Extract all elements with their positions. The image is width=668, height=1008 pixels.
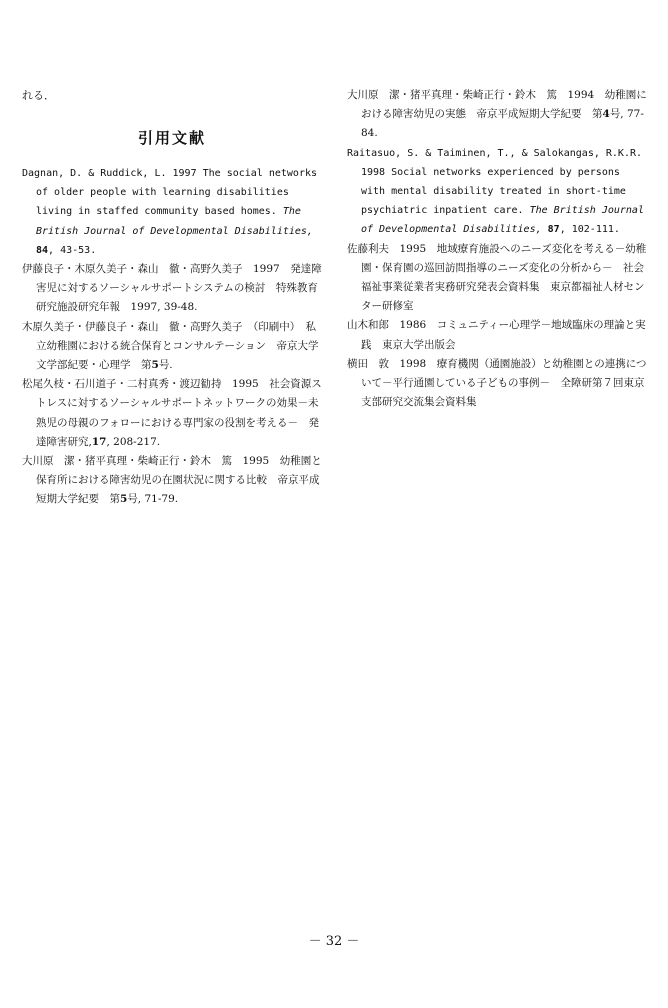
reference-text: The British Journal of Developmental Disabilities, [361, 205, 644, 236]
reference-entry [347, 316, 647, 354]
left-column [22, 86, 322, 510]
reference-entry [22, 452, 322, 510]
reference-text: 大川原 潔・猪平真理・柴崎正行・鈴木 篤 1995 幼稚園と保育所における障害幼児の在園状況に関する比較 帝京平成短期大学紀要 第 [22, 455, 322, 506]
reference-text: Dagnan, D. & Ruddick, L. 1997 The social networks of older people with learning disabilities living in staffed community based homes. [22, 168, 318, 218]
page-number: － 32 － [308, 934, 360, 949]
reference-entry [347, 86, 647, 144]
reference-text: 5 [151, 359, 159, 372]
reference-text: 横田 敦 1998 療育機関（通園施設）と幼稚園との連携について－平行通園している子どもの事例－ 全障研第７回東京支部研究交流集会資料集 [347, 357, 647, 409]
reference-text: 5 [120, 493, 128, 506]
reference-text: 17 [91, 435, 107, 448]
reference-text: , 208-217. [106, 435, 161, 448]
reference-text: 4 [602, 108, 610, 121]
reference-entry [22, 164, 322, 260]
reference-text: 山木和郎 1986 コミュニティー心理学－地域臨床の理論と実践 東京大学出版会 [347, 319, 646, 351]
reference-text: 号, 77-84. [361, 108, 644, 140]
right-column [347, 86, 647, 412]
reference-text: 84 [36, 244, 49, 256]
reference-entry [22, 318, 322, 376]
reference-text: , 102-111. [559, 224, 620, 236]
reference-entry [347, 355, 647, 413]
reference-entry [22, 260, 322, 318]
reference-text: 佐藤利夫 1995 地域療育施設へのニーズ変化を考える－幼稚園・保育園の巡回訪問指導のニーズ変化の分析から－ 社会福祉事業従業者実務研究発表会資料集 東京都福祉人材センター研修室 [347, 242, 647, 313]
reference-text: Raitasuo, S. & Taiminen, T., & Salokangas, R.K.R. 1998 Social networks experienced by persons with mental disability treated in short-time psychiatric inpatient care. [347, 147, 643, 217]
reference-text: 松尾久枝・石川道子・二村真秀・渡辺勧持 1995 社会資源ストレスに対するソーシャルサポートネットワークの効果－未熟児の母親のフォローにおける専門家の役割を考える－ 発達障害研究, [22, 378, 322, 448]
reference-text: 87 [547, 224, 560, 236]
reference-entry [347, 240, 647, 317]
reference-entry [22, 375, 322, 452]
reference-text: 大川原 潔・猪平真理・柴崎正行・鈴木 篤 1994 幼稚園における障害幼児の実態 帝京平成短期大学紀要 第 [347, 89, 647, 121]
references-heading: 引用文献 [137, 129, 206, 147]
right-reference-list [347, 86, 647, 412]
reference-text: 号, 71-79. [127, 493, 179, 506]
reference-text: 号. [158, 359, 173, 372]
reference-text: , 43-53. [48, 244, 97, 256]
reference-text: 木原久美子・伊藤良子・森山 徹・高野久美子 （印刷中） 私立幼稚園における統合保育とコンサルテーション 帝京大学文学部紀要・心理学 第 [22, 320, 319, 372]
reference-text: The British Journal of Developmental Disabilities, [36, 206, 313, 237]
reference-entry [347, 144, 647, 240]
reference-text: 伊藤良子・木原久美子・森山 徹・高野久美子 1997 発達障害児に対するソーシャルサポートシステムの検討 特殊教育研究施設研究年報 1997, 39-48. [22, 263, 322, 314]
left-reference-list [22, 164, 322, 510]
continuation-text: れる． [22, 89, 55, 102]
